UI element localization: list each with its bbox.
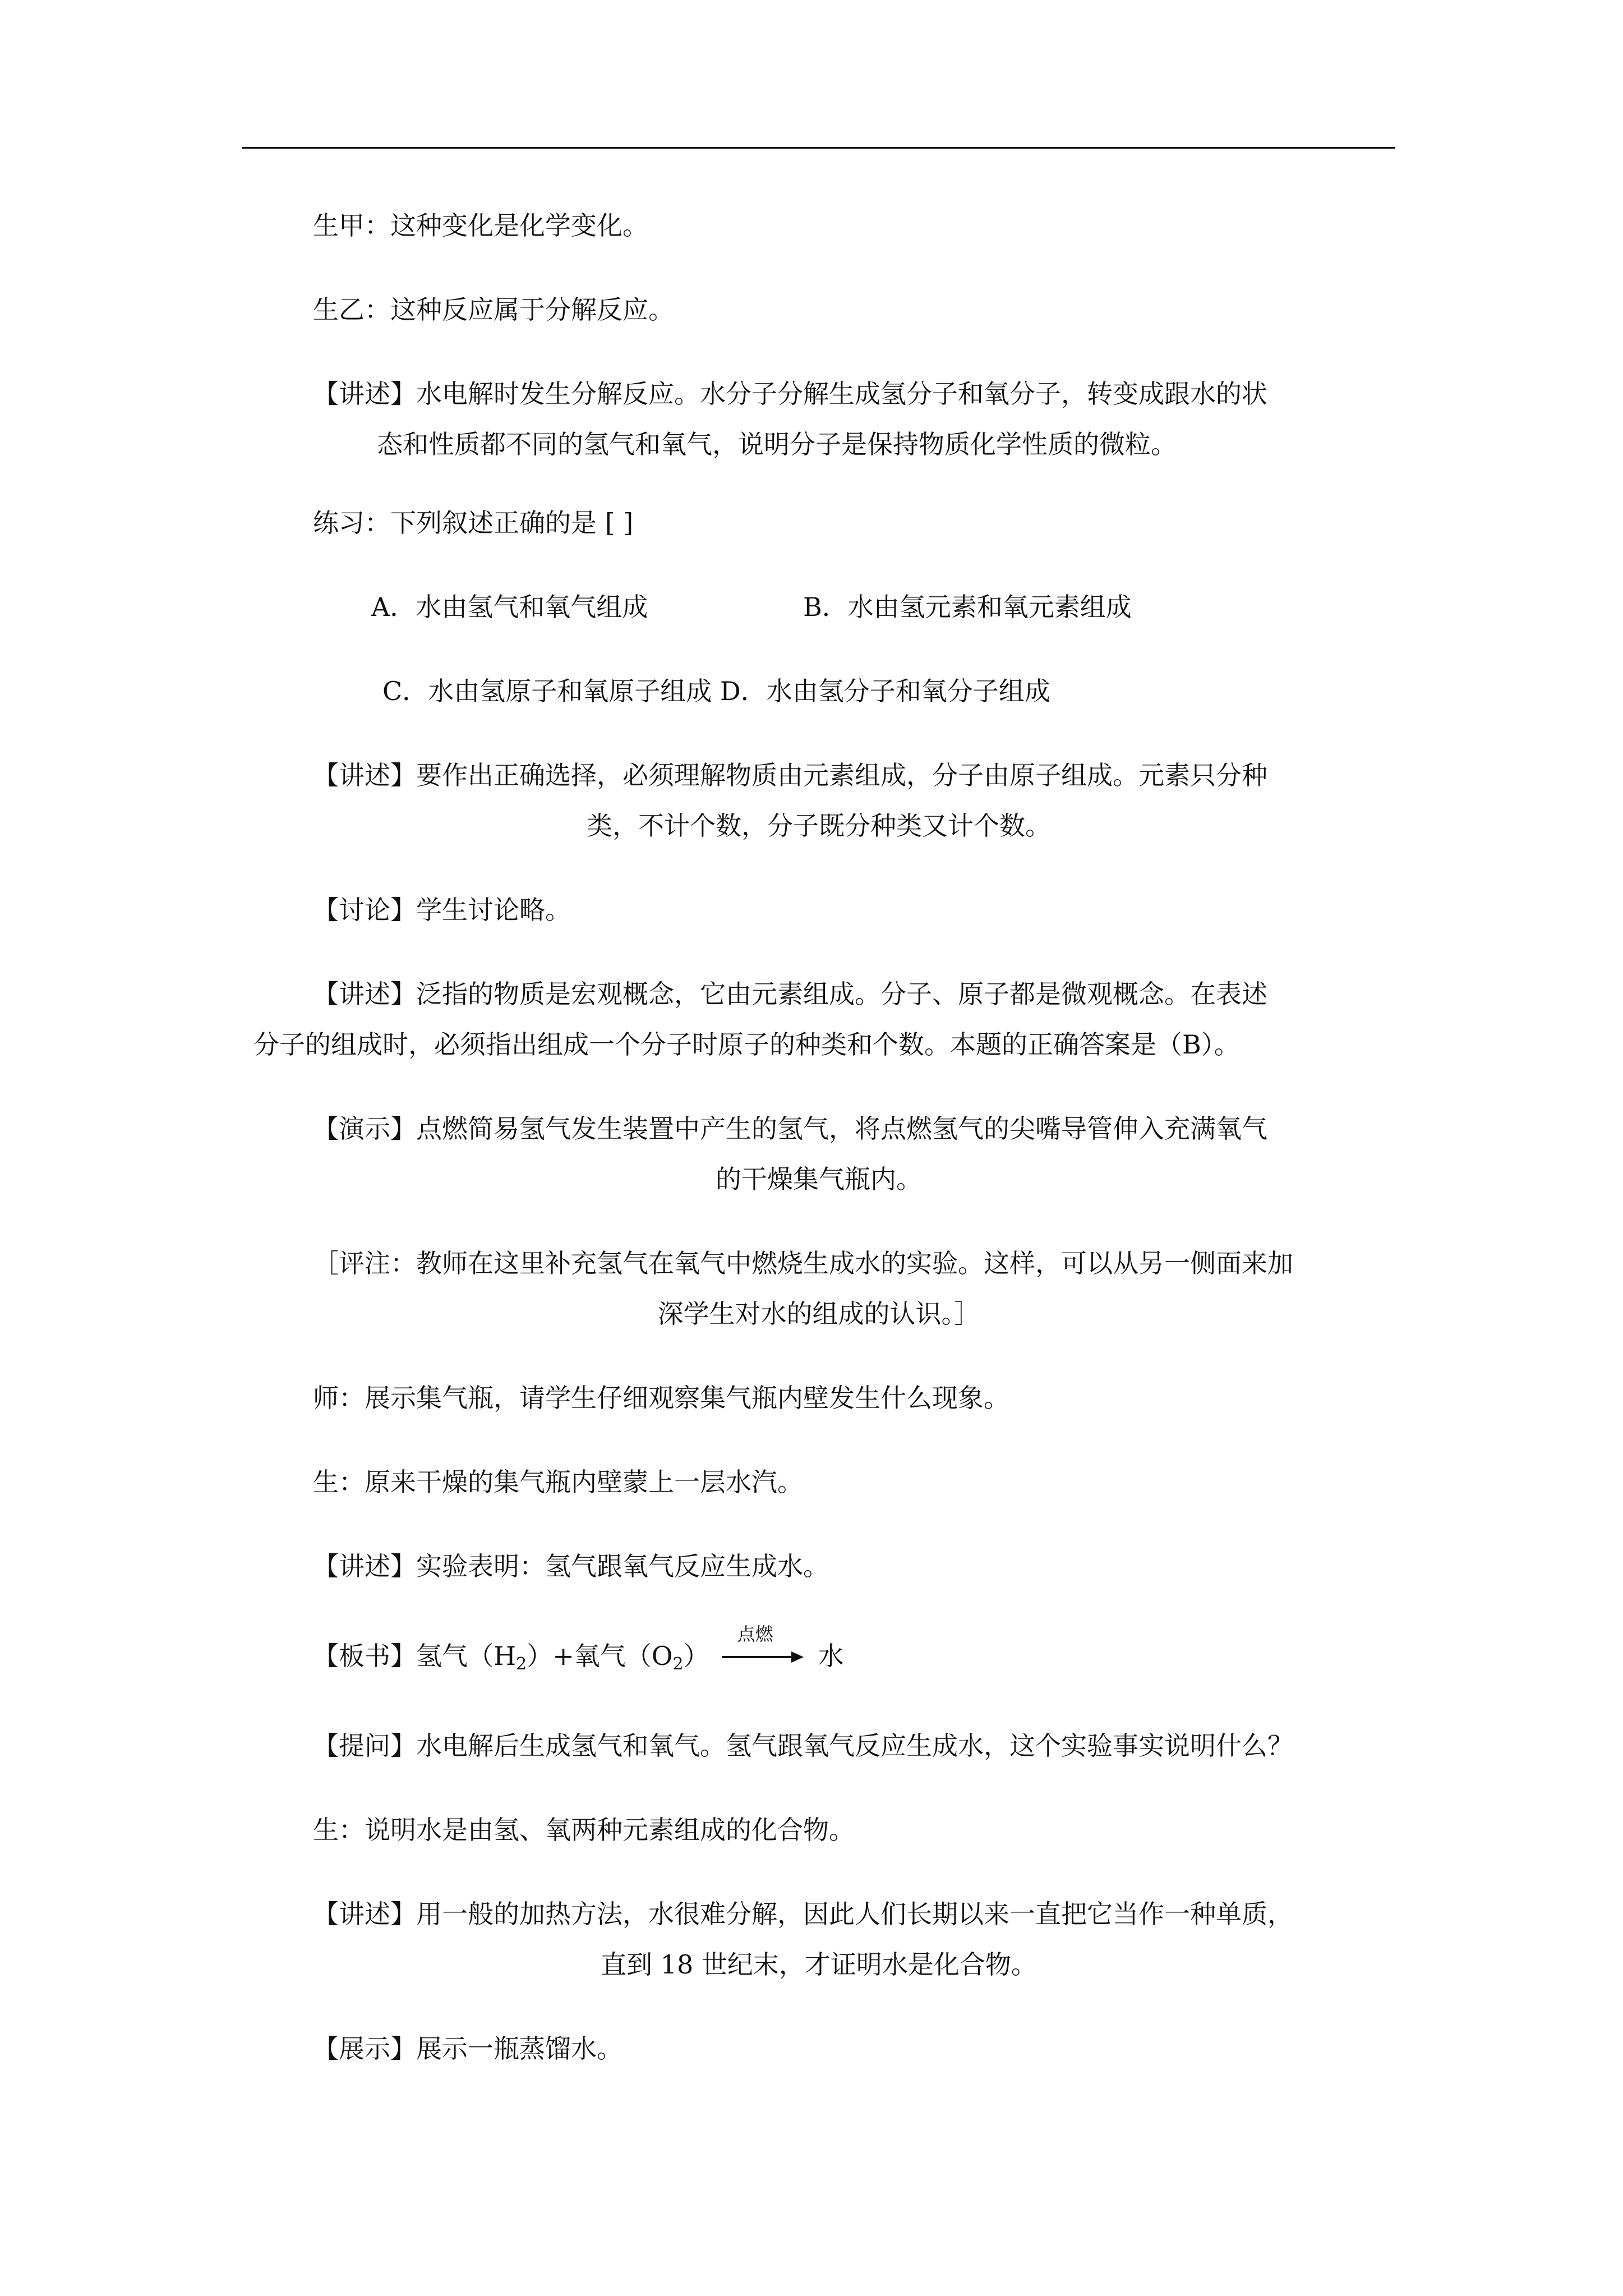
demo-para: 【演示】点燃简易氢气发生装置中产生的氢气，将点燃氢气的尖嘴导管伸入充满氧气 — [313, 1114, 1267, 1144]
arrow-icon — [721, 1639, 805, 1673]
board-equation — [313, 1623, 844, 1681]
option-a: A．水由氢气和氧气组成 — [371, 592, 648, 622]
o2-subscript: 2 — [672, 1654, 684, 1674]
equation-reactants-start: 【板书】氢气（H — [313, 1641, 517, 1671]
equation-reactants-end: ） — [683, 1641, 709, 1671]
h2-subscript: 2 — [516, 1654, 527, 1674]
dialogue-student-a: 生甲：这种变化是化学变化。 — [313, 210, 648, 241]
lecture-para-2: 【讲述】要作出正确选择，必须理解物质由元素组成，分子由原子组成。元素只分种 — [313, 760, 1267, 790]
lecture-para-4: 【讲述】用一般的加热方法，水很难分解，因此人们长期以来一直把它当作一种单质， — [313, 1899, 1293, 1929]
exercise-question: 练习：下列叙述正确的是 [ ] — [313, 508, 634, 538]
equation-reactants-mid: ）+氧气（O — [527, 1641, 673, 1671]
lecture-para-3: 【讲述】泛指的物质是宏观概念，它由元素组成。分子、原子都是微观概念。在表述 — [313, 979, 1267, 1009]
dialogue-student-b: 生乙：这种反应属于分解反应。 — [313, 295, 674, 325]
display-line: 【展示】展示一瓶蒸馏水。 — [313, 2033, 623, 2064]
lecture-para-2-cont: 类，不计个数，分子既分种类又计个数。 — [587, 811, 1051, 841]
header-rule — [242, 147, 1395, 149]
lecture-para-1: 【讲述】水电解时发生分解反应。水分子分解生成氢分子和氧分子，转变成跟水的状 — [313, 379, 1267, 409]
question-para: 【提问】水电解后生成氢气和氧气。氢气跟氧气反应生成水，这个实验事实说明什么？ — [313, 1731, 1293, 1761]
teacher-line: 师：展示集气瓶，请学生仔细观察集气瓶内壁发生什么现象。 — [313, 1383, 1009, 1413]
reaction-arrow — [721, 1623, 805, 1673]
option-c-d: C．水由氢原子和氧原子组成 D．水由氢分子和氧分子组成 — [382, 676, 1050, 706]
option-b: B．水由氢元素和氧元素组成 — [803, 592, 1132, 622]
lecture-para-1-cont: 态和性质都不同的氢气和氧气，说明分子是保持物质化学性质的微粒。 — [377, 429, 1177, 459]
discussion-line: 【讨论】学生讨论略。 — [313, 895, 571, 925]
lecture-para-3-cont: 分子的组成时，必须指出组成一个分子时原子的种类和个数。本题的正确答案是（B）。 — [253, 1029, 1240, 1060]
comment-para-cont: 深学生对水的组成的认识。］ — [657, 1299, 980, 1329]
student-line: 生：原来干燥的集气瓶内壁蒙上一层水汽。 — [313, 1467, 803, 1497]
student-answer: 生：说明水是由氢、氧两种元素组成的化合物。 — [313, 1815, 855, 1845]
demo-para-cont: 的干燥集气瓶内。 — [716, 1164, 922, 1194]
equation-product: 水 — [818, 1641, 844, 1671]
reaction-condition: 点燃 — [737, 1623, 773, 1645]
lecture-conclusion: 【讲述】实验表明：氢气跟氧气反应生成水。 — [313, 1551, 829, 1581]
comment-para: ［评注：教师在这里补充氢气在氧气中燃烧生成水的实验。这样，可以从另一侧面来加 — [313, 1248, 1293, 1278]
lecture-para-4-cont: 直到 18 世纪末，才证明水是化合物。 — [601, 1949, 1037, 1980]
